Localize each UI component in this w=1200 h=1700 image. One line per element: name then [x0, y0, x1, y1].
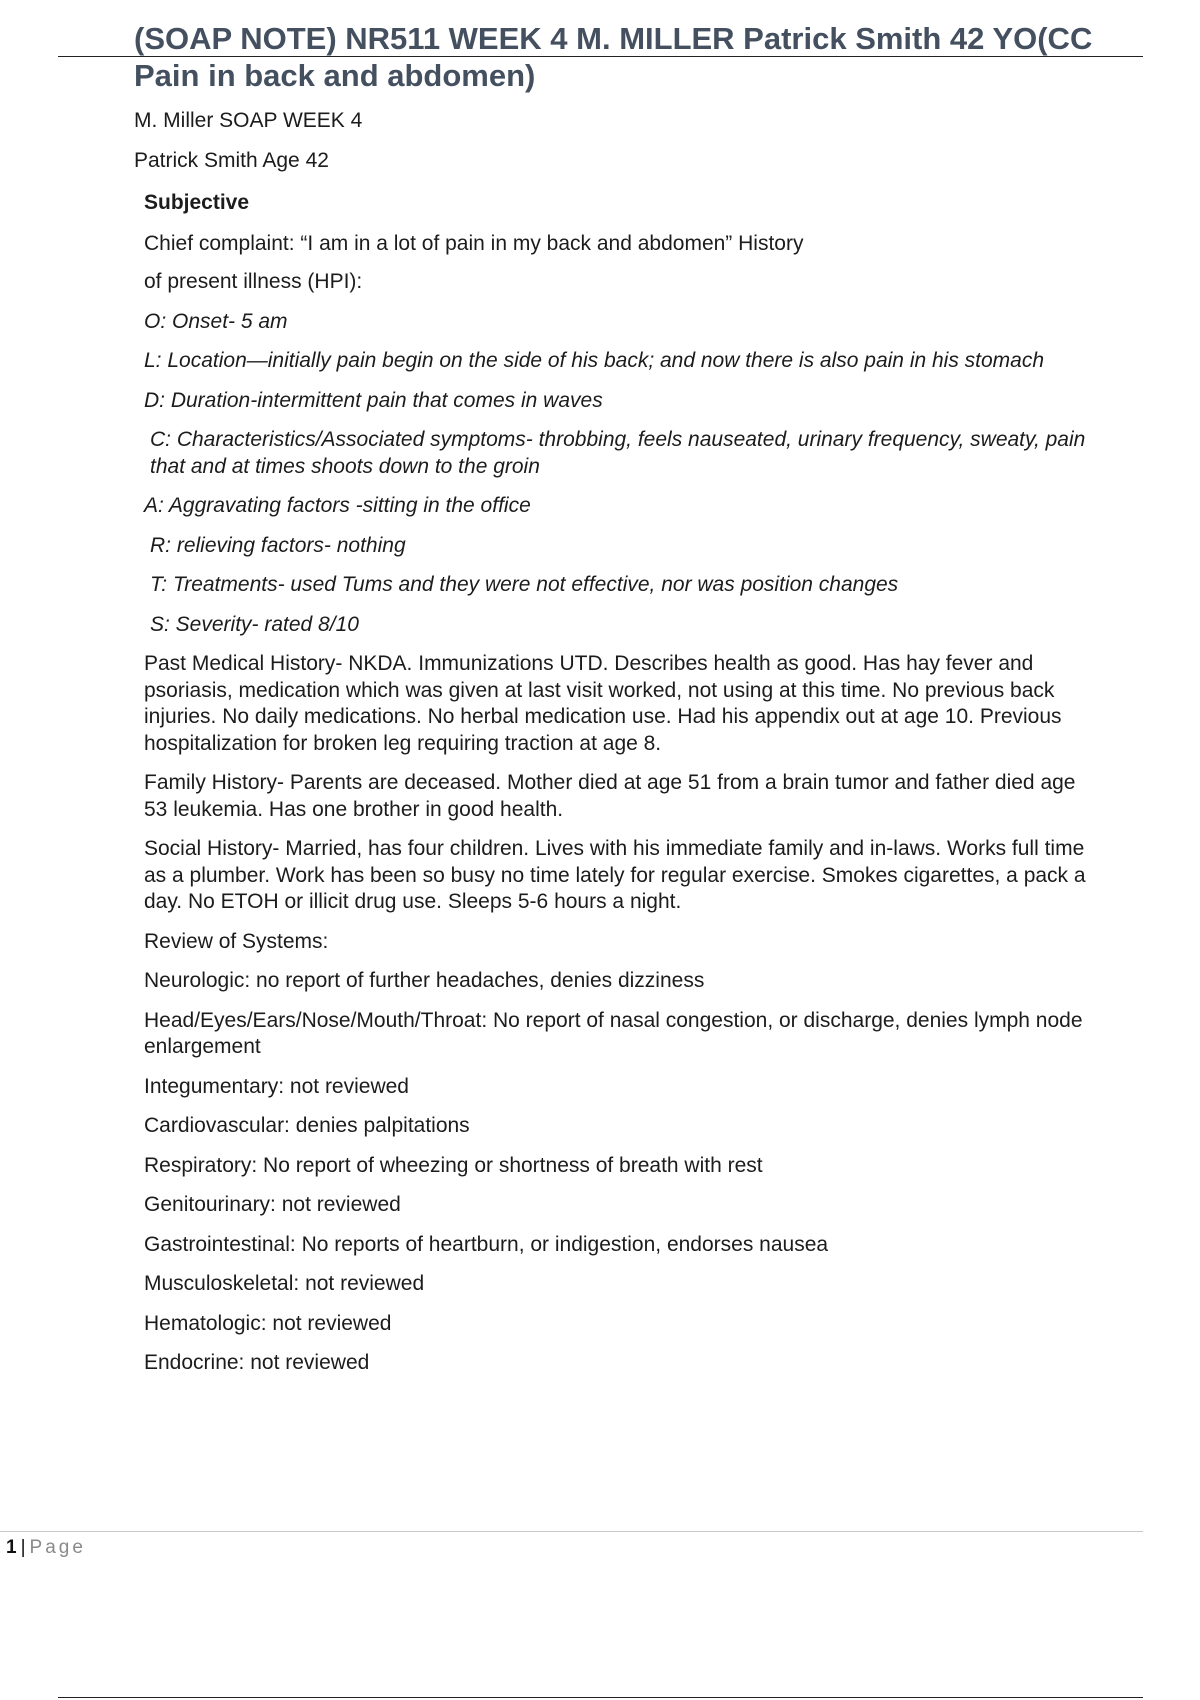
hpi-characteristics: C: Characteristics/Associated symptoms- throbbing, feels nauseated, urinary frequency, sweaty, pain that and at times shoots down to the groin	[150, 428, 1086, 478]
chief-complaint-line-2: of present illness (HPI):	[144, 270, 363, 293]
ros-hematologic: Hematologic: not reviewed	[144, 1311, 392, 1335]
ros-gastrointestinal: Gastrointestinal: No reports of heartburn, or indigestion, endorses nausea	[144, 1232, 829, 1256]
ros-respiratory: Respiratory: No report of wheezing or shortness of breath with rest	[144, 1153, 763, 1177]
page-label: Page	[29, 1537, 86, 1558]
ros-heading: Review of Systems:	[144, 929, 329, 953]
hpi-relieving: R: relieving factors- nothing	[150, 533, 406, 557]
family-history: Family History- Parents are deceased. Mother died at age 51 from a brain tumor and father died age 53 leukemia. Has one brother in good health.	[144, 771, 1076, 821]
chief-complaint-line-1: Chief complaint: “I am in a lot of pain in my back and abdomen” History	[144, 231, 804, 255]
meta-patient-line: Patrick Smith Age 42	[134, 149, 329, 172]
hpi-onset: O: Onset- 5 am	[144, 309, 288, 333]
bottom-divider	[58, 1697, 1143, 1698]
hpi-location: L: Location—initially pain begin on the side of his back; and now there is also pain in his stomach	[144, 349, 1045, 372]
page-number: 1	[6, 1537, 17, 1558]
hpi-treatments: T: Treatments- used Tums and they were not effective, nor was position changes	[150, 573, 899, 596]
document-title: (SOAP NOTE) NR511 WEEK 4 M. MILLER Patrick Smith 42 YO(CC Pain in back and abdomen)	[134, 21, 1093, 93]
hpi-duration: D: Duration-intermittent pain that comes in waves	[144, 388, 603, 412]
subjective-heading: Subjective	[144, 191, 250, 214]
hpi-severity: S: Severity- rated 8/10	[150, 612, 359, 636]
footer-divider	[0, 1531, 1143, 1532]
ros-integumentary: Integumentary: not reviewed	[144, 1074, 409, 1098]
past-medical-history: Past Medical History- NKDA. Immunizations UTD. Describes health as good. Has hay fever and psoriasis, medication which was given at last visit worked, not using at this time. No previous back injuries. No daily medications. No herbal medication use. Had his appendix out at age 10. Previous hospitalization for broken leg requiring traction at age 8.	[144, 652, 1062, 755]
hpi-aggravating: A: Aggravating factors -sitting in the office	[144, 494, 531, 517]
ros-genitourinary: Genitourinary: not reviewed	[144, 1193, 401, 1216]
page-footer	[6, 1536, 86, 1560]
ros-neurologic: Neurologic: no report of further headaches, denies dizziness	[144, 969, 705, 992]
ros-heent: Head/Eyes/Ears/Nose/Mouth/Throat: No report of nasal congestion, or discharge, denies lymph node enlargement	[144, 1008, 1083, 1058]
ros-musculoskeletal: Musculoskeletal: not reviewed	[144, 1272, 425, 1295]
meta-author-line: M. Miller SOAP WEEK 4	[134, 109, 363, 132]
ros-cardiovascular: Cardiovascular: denies palpitations	[144, 1114, 470, 1137]
title-underline	[58, 56, 1143, 57]
ros-endocrine: Endocrine: not reviewed	[144, 1351, 370, 1374]
footer-separator: |	[20, 1537, 26, 1558]
subjective-section	[144, 190, 1104, 1390]
title-block	[134, 20, 1144, 94]
social-history: Social History- Married, has four children. Lives with his immediate family and in-laws. Works full time as a plumber. Work has been so busy no time lately for regular exercise. Smokes cigarettes, a pack a day. No ETOH or illicit drug use. Sleeps 5-6 hours a night.	[144, 837, 1086, 913]
